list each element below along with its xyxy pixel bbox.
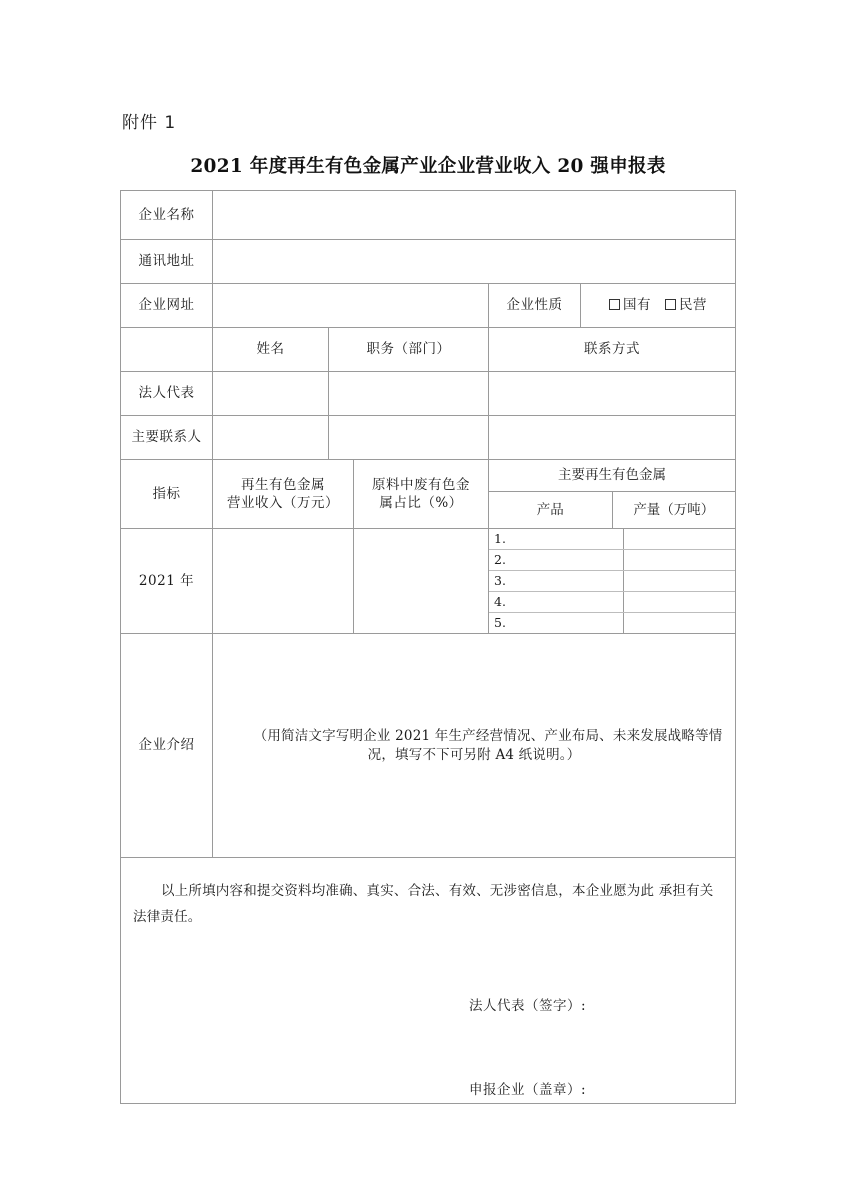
table-row-indicator-header	[121, 460, 736, 529]
main-metal-columns-row	[489, 492, 735, 529]
company-seal-line[interactable]: 申报企业（盖章）:	[469, 1081, 587, 1098]
output-value-5[interactable]	[624, 613, 735, 634]
product-row	[489, 529, 735, 550]
header-output: 产量（万吨）	[633, 501, 715, 518]
field-legal-rep-position[interactable]	[329, 372, 489, 416]
label-address: 通讯地址	[121, 240, 213, 284]
header-revenue	[213, 460, 354, 529]
product-row	[489, 571, 735, 592]
field-company-name[interactable]	[213, 191, 736, 240]
main-metal-title-row	[489, 460, 735, 492]
field-legal-rep-name[interactable]	[213, 372, 329, 416]
field-main-contact-position[interactable]	[329, 416, 489, 460]
product-item-3[interactable]	[489, 571, 624, 592]
legal-rep-signature-line[interactable]: 法人代表（签字）:	[469, 997, 587, 1014]
header-scrap-ratio-line1: 原料中废有色金	[372, 476, 470, 493]
table-row-website	[121, 284, 736, 328]
product-item-5[interactable]	[489, 613, 624, 634]
contact-header-blank	[121, 328, 213, 372]
table-row-year-2021	[121, 529, 736, 634]
field-address[interactable]	[213, 240, 736, 284]
output-value-1[interactable]	[624, 529, 735, 550]
product-item-1[interactable]	[489, 529, 624, 550]
product-row	[489, 592, 735, 613]
header-revenue-line1: 再生有色金属	[241, 476, 325, 493]
output-value-2[interactable]	[624, 550, 735, 571]
checkbox-private-label: 民营	[679, 297, 708, 314]
output-value-3[interactable]	[624, 571, 735, 592]
product-index-1: 1.	[494, 530, 506, 546]
label-legal-representative: 法人代表	[121, 372, 213, 416]
main-metal-subheader-table	[489, 460, 735, 528]
contact-header-contact: 联系方式	[489, 328, 736, 372]
declaration-text: 以上所填内容和提交资料均准确、真实、合法、有效、无涉密信息，本企业愿为此 承担有关法律责任。	[133, 883, 714, 926]
checkbox-state-owned-label: 国有	[623, 297, 652, 314]
signature-block	[133, 993, 721, 1104]
declaration-block	[121, 858, 735, 1103]
checkbox-private[interactable]	[665, 297, 707, 313]
product-index-4: 4.	[494, 593, 506, 609]
header-main-metal: 主要再生有色金属	[489, 460, 735, 492]
field-scrap-ratio-2021[interactable]	[354, 529, 489, 634]
product-index-5: 5.	[494, 614, 506, 630]
label-company-nature: 企业性质	[489, 284, 581, 328]
product-item-2[interactable]	[489, 550, 624, 571]
header-main-metal-group	[489, 460, 736, 529]
header-product: 产品	[489, 492, 612, 529]
declaration-text-wrap	[133, 878, 721, 931]
checkbox-icon	[609, 299, 620, 310]
application-form-table	[120, 190, 736, 1104]
label-main-contact: 主要联系人	[121, 416, 213, 460]
output-value-4[interactable]	[624, 592, 735, 613]
product-list-table	[489, 529, 735, 633]
label-company-intro: 企业介绍	[121, 634, 213, 858]
contact-header-name: 姓名	[213, 328, 329, 372]
field-main-contact-name[interactable]	[213, 416, 329, 460]
company-nature-options	[581, 284, 736, 328]
field-website[interactable]	[213, 284, 489, 328]
field-legal-rep-contact[interactable]	[489, 372, 736, 416]
label-website: 企业网址	[121, 284, 213, 328]
field-main-contact-contact[interactable]	[489, 416, 736, 460]
table-row-declaration	[121, 858, 736, 1104]
table-row-company-name	[121, 191, 736, 240]
header-scrap-ratio	[354, 460, 489, 529]
product-index-3: 3.	[494, 572, 506, 588]
contact-header-position: 职务（部门）	[329, 328, 489, 372]
table-row-address	[121, 240, 736, 284]
label-indicator: 指标	[121, 460, 213, 529]
intro-hint-text: （用简洁文字写明企业 2021 年生产经营情况、产业布局、未来发展战略等情况，填写不下可另附 A4 纸说明。）	[253, 728, 723, 763]
page-title: 2021 年度再生有色金属产业企业营业收入 20 强申报表	[190, 156, 666, 177]
table-row-company-intro	[121, 634, 736, 858]
product-index-2: 2.	[494, 551, 506, 567]
product-row	[489, 550, 735, 571]
field-company-intro[interactable]	[213, 634, 736, 858]
header-scrap-ratio-line2: 属占比（%）	[379, 495, 463, 511]
product-output-group	[489, 529, 736, 634]
table-row-main-contact	[121, 416, 736, 460]
label-company-name: 企业名称	[121, 191, 213, 240]
table-row-legal-representative	[121, 372, 736, 416]
product-row	[489, 613, 735, 634]
declaration-cell	[121, 858, 736, 1104]
checkbox-state-owned[interactable]	[609, 297, 651, 313]
attachment-label: 附件 1	[122, 113, 177, 133]
label-year-2021: 2021 年	[121, 529, 213, 634]
table-row-contact-header	[121, 328, 736, 372]
header-revenue-line2: 营业收入（万元）	[227, 495, 339, 511]
product-item-4[interactable]	[489, 592, 624, 613]
checkbox-icon	[665, 299, 676, 310]
field-revenue-2021[interactable]	[213, 529, 354, 634]
